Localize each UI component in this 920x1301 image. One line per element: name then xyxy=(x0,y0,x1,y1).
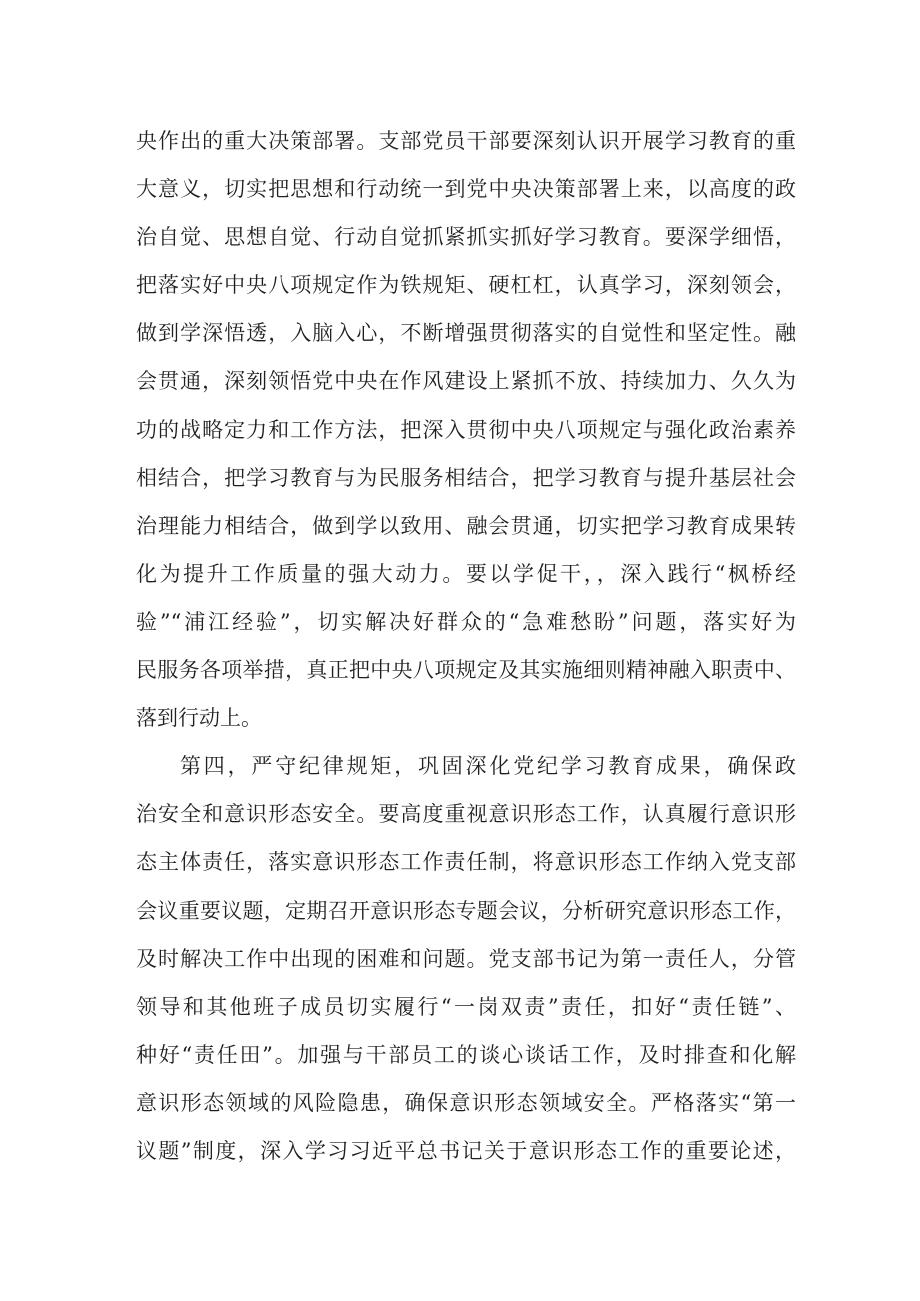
text-line: 治理能力相结合，做到学以致用、融会贯通，切实把学习教育成果转 xyxy=(136,513,796,538)
text-line: 议题”制度，深入学习习近平总书记关于意识形态工作的重要论述， xyxy=(136,1138,796,1163)
document-body xyxy=(136,121,796,1179)
text-line: 大意义，切实把思想和行动统一到党中央决策部署上来，以高度的政 xyxy=(136,177,796,202)
text-line: 治自觉、思想自觉、行动自觉抓紧抓实抓好学习教育。要深学细悟， xyxy=(136,225,796,250)
text-line: 意识形态领域的风险隐患，确保意识形态领域安全。严格落实“第一 xyxy=(136,1090,796,1115)
text-line: 领导和其他班子成员切实履行“一岗双责”责任，扣好“责任链”、 xyxy=(136,994,796,1019)
text-line: 种好“责任田”。加强与干部员工的谈心谈话工作，及时排查和化解 xyxy=(136,1042,796,1067)
text-line: 态主体责任，落实意识形态工作责任制，将意识形态工作纳入党支部 xyxy=(136,850,796,875)
text-line: 会议重要议题，定期召开意识形态专题会议，分析研究意识形态工作， xyxy=(136,898,796,923)
text-line: 治安全和意识形态安全。要高度重视意识形态工作，认真履行意识形 xyxy=(136,802,796,827)
text-line: 化为提升工作质量的强大动力。要以学促干，，深入践行“枫桥经 xyxy=(136,561,796,586)
paragraph-1 xyxy=(136,121,796,746)
text-line: 把落实好中央八项规定作为铁规矩、硬杠杠，认真学习，深刻领会， xyxy=(136,273,796,298)
text-line: 民服务各项举措，真正把中央八项规定及其实施细则精神融入职责中、 xyxy=(136,658,796,683)
text-line: 会贯通，深刻领悟党中央在作风建设上紧抓不放、持续加力、久久为 xyxy=(136,369,796,394)
text-line: 相结合，把学习教育与为民服务相结合，把学习教育与提升基层社会 xyxy=(136,465,796,490)
text-line: 及时解决工作中出现的困难和问题。党支部书记为第一责任人，分管 xyxy=(136,946,796,971)
paragraph-2 xyxy=(136,746,796,1179)
text-line: 做到学深悟透，入脑入心，不断增强贯彻落实的自觉性和坚定性。融 xyxy=(136,321,796,346)
text-line: 功的战略定力和工作方法，把深入贯彻中央八项规定与强化政治素养 xyxy=(136,417,796,442)
text-line: 央作出的重大决策部署。支部党员干部要深刻认识开展学习教育的重 xyxy=(136,129,796,153)
text-line: 第四，严守纪律规矩，巩固深化党纪学习教育成果，确保政 xyxy=(180,754,796,779)
text-line: 验”“浦江经验”，切实解决好群众的“急难愁盼”问题，落实好为 xyxy=(136,609,796,634)
text-line: 落到行动上。 xyxy=(136,706,262,731)
